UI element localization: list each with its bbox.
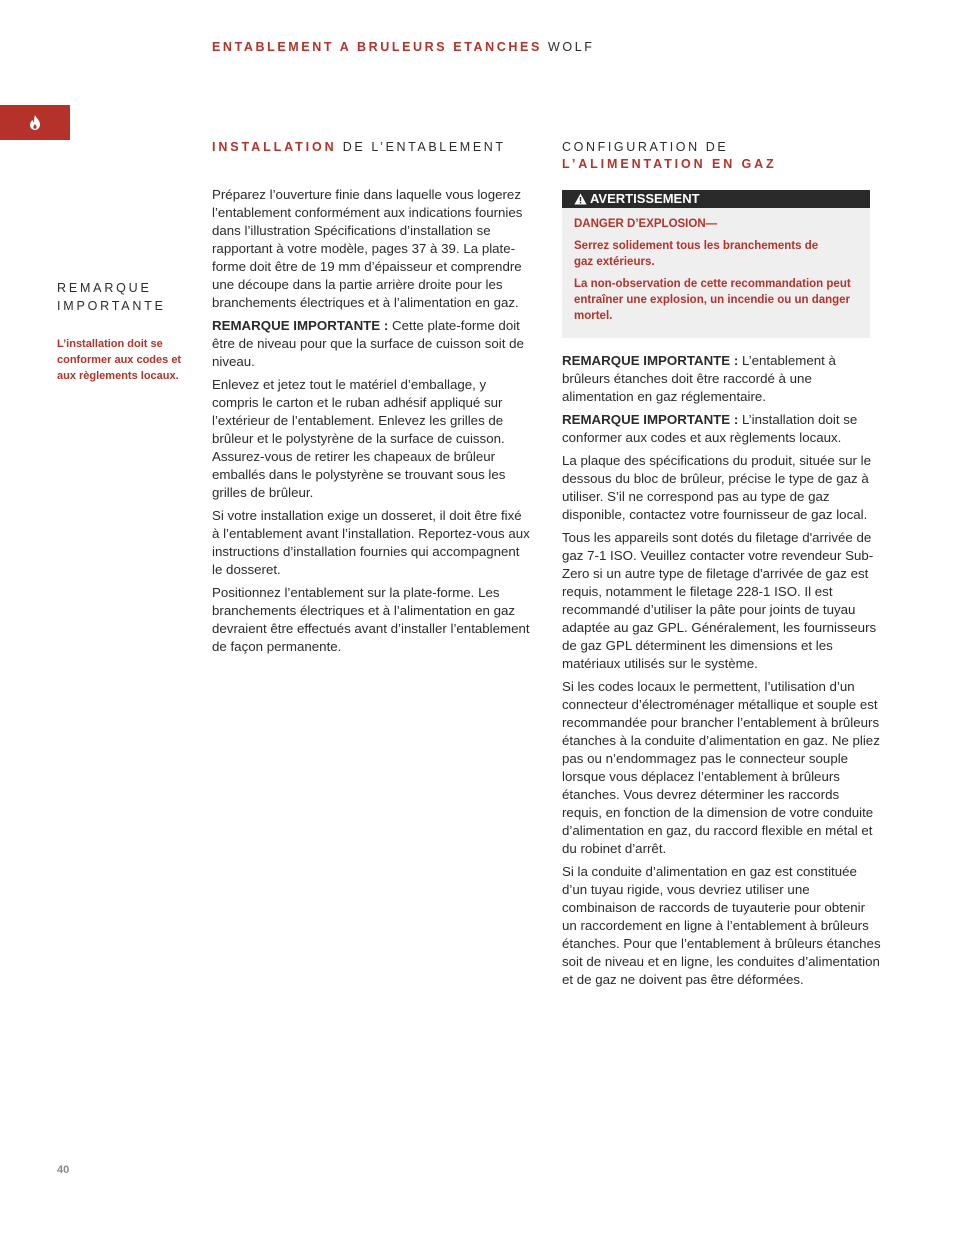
sidebar-label-line1: REMARQUE xyxy=(57,281,152,295)
important-note-text: L’entablement à brûleurs étanches doit être raccordé à une alimentation en gaz réglementaire. xyxy=(562,353,836,404)
sidebar-label xyxy=(57,279,166,315)
important-note-text: L’installation doit se conformer aux codes et aux règlements locaux. xyxy=(562,412,858,445)
paragraph: Si la conduite d’alimentation en gaz est constituée d’un tuyau rigide, vous devriez utiliser une combinaison de raccords de tuyauterie pour obtenir un raccordement en ligne à l’entablement à brûleurs étanches. Pour que l’entablement à brûleurs étanches soit de niveau et en ligne, les conduites d’alimentation et de gaz ne doivent pas être déformées. xyxy=(562,864,881,987)
paragraph xyxy=(212,317,532,371)
warning-icon xyxy=(574,193,587,205)
important-note-label: REMARQUE IMPORTANTE : xyxy=(562,412,739,427)
warning-box xyxy=(562,190,870,338)
installation-heading xyxy=(212,139,506,156)
installation-heading-rest: DE L’ENTABLEMENT xyxy=(342,140,506,154)
important-note-text: Cette plate-forme doit être de niveau pour que la surface de cuisson soit de niveau. xyxy=(212,318,524,369)
paragraph: Si les codes locaux le permettent, l’utilisation d’un connecteur d’électroménager métallique et souple est recommandée pour brancher l’entablement à brûleurs étanches à la conduite d’alimentation en gaz. Ne pliez pas ou n’endommagez pas le connecteur souple lorsque vous déplacez l’entablement à brûleurs étanches. Vous devrez déterminer les raccords requis, en fonction de la dimension de votre conduite d’alimentation en gaz, du raccord flexible en métal et du robinet d’arrêt. xyxy=(562,679,880,856)
flame-icon xyxy=(29,115,41,130)
paragraph: Positionnez l’entablement sur la plate-forme. Les branchements électriques et à l’alimentation en gaz devraient être effectués avant d’installer l’entablement de façon permanente. xyxy=(212,585,530,654)
warning-line: La non-observation de cette recommandation peut entraîner une explosion, un incendie ou un danger mortel. xyxy=(574,278,851,322)
section-tab xyxy=(0,105,70,140)
installation-heading-bold: INSTALLATION xyxy=(212,140,337,154)
paragraph xyxy=(562,352,852,406)
important-note-label: REMARQUE IMPORTANTE : xyxy=(562,353,739,368)
warning-line: Serrez solidement tous les branchements de gaz extérieurs. xyxy=(574,240,819,268)
installation-body xyxy=(212,186,532,661)
paragraph xyxy=(562,411,874,447)
header-brand: WOLF xyxy=(547,40,595,54)
sidebar-label-line2: IMPORTANTE xyxy=(57,299,166,313)
paragraph: La plaque des spécifications du produit, située sur le dessous du bloc de brûleur, précise le type de gaz à utiliser. S’il ne correspond pas au type de gaz disponible, contactez votre fournisseur de gaz local. xyxy=(562,453,871,522)
paragraph: Préparez l’ouverture finie dans laquelle vous logerez l’entablement conformément aux indications fournies dans l’illustration Spécifications d’installation se rapportant à votre modèle, pages 37 à 39. La plate-forme doit être de 19 mm d’épaisseur et comprendre une découpe dans la partie arrière droite pour les branchements électriques et à l’alimentation en gaz. xyxy=(212,187,523,310)
running-header xyxy=(212,40,595,54)
paragraph: Enlevez et jetez tout le matériel d’emballage, y compris le carton et le ruban adhésif appliqué sur l’extérieur de l’entablement. Enlevez les grilles de brûleur et le polystyrène de la surface de cuisson. Assurez-vous de retirer les chapeaux de brûleur emballés dans le polystyrène se trouvant sous les grilles de brûleur. xyxy=(212,377,506,500)
gas-config-heading xyxy=(562,139,777,173)
important-note-label: REMARQUE IMPORTANTE : xyxy=(212,318,389,333)
gas-config-heading-line1: CONFIGURATION DE xyxy=(562,140,729,154)
page-number: 40 xyxy=(57,1164,70,1176)
paragraph: Tous les appareils sont dotés du filetage d'arrivée de gaz 7-1 ISO. Veuillez contacter votre revendeur Sub-Zero si un autre type de filetage d'arrivée de gaz est requis, notamment le filetage 228-1 ISO. Il est recommandé d’utiliser la pâte pour joints de tuyau adaptée au gaz GPL. Généralement, les fournisseurs de gaz GPL déterminent les dimensions et les matériaux utilisés sur le système. xyxy=(562,530,877,671)
warning-body xyxy=(562,208,870,324)
warning-title-bar xyxy=(562,190,870,208)
warning-title: AVERTISSEMENT xyxy=(590,191,700,206)
gas-config-body xyxy=(562,352,882,994)
sidebar-note: L’installation doit se conformer aux codes et aux règlements locaux. xyxy=(57,338,182,382)
gas-config-heading-line2: L’ALIMENTATION EN GAZ xyxy=(562,157,777,171)
header-title: ENTABLEMENT A BRULEURS ETANCHES xyxy=(212,40,542,54)
warning-danger: DANGER D’EXPLOSION— xyxy=(574,218,718,230)
paragraph: Si votre installation exige un dosseret, il doit être fixé à l’entablement avant l’installation. Reportez-vous aux instructions d’installation fournies qui accompagnent le dosseret. xyxy=(212,508,530,577)
